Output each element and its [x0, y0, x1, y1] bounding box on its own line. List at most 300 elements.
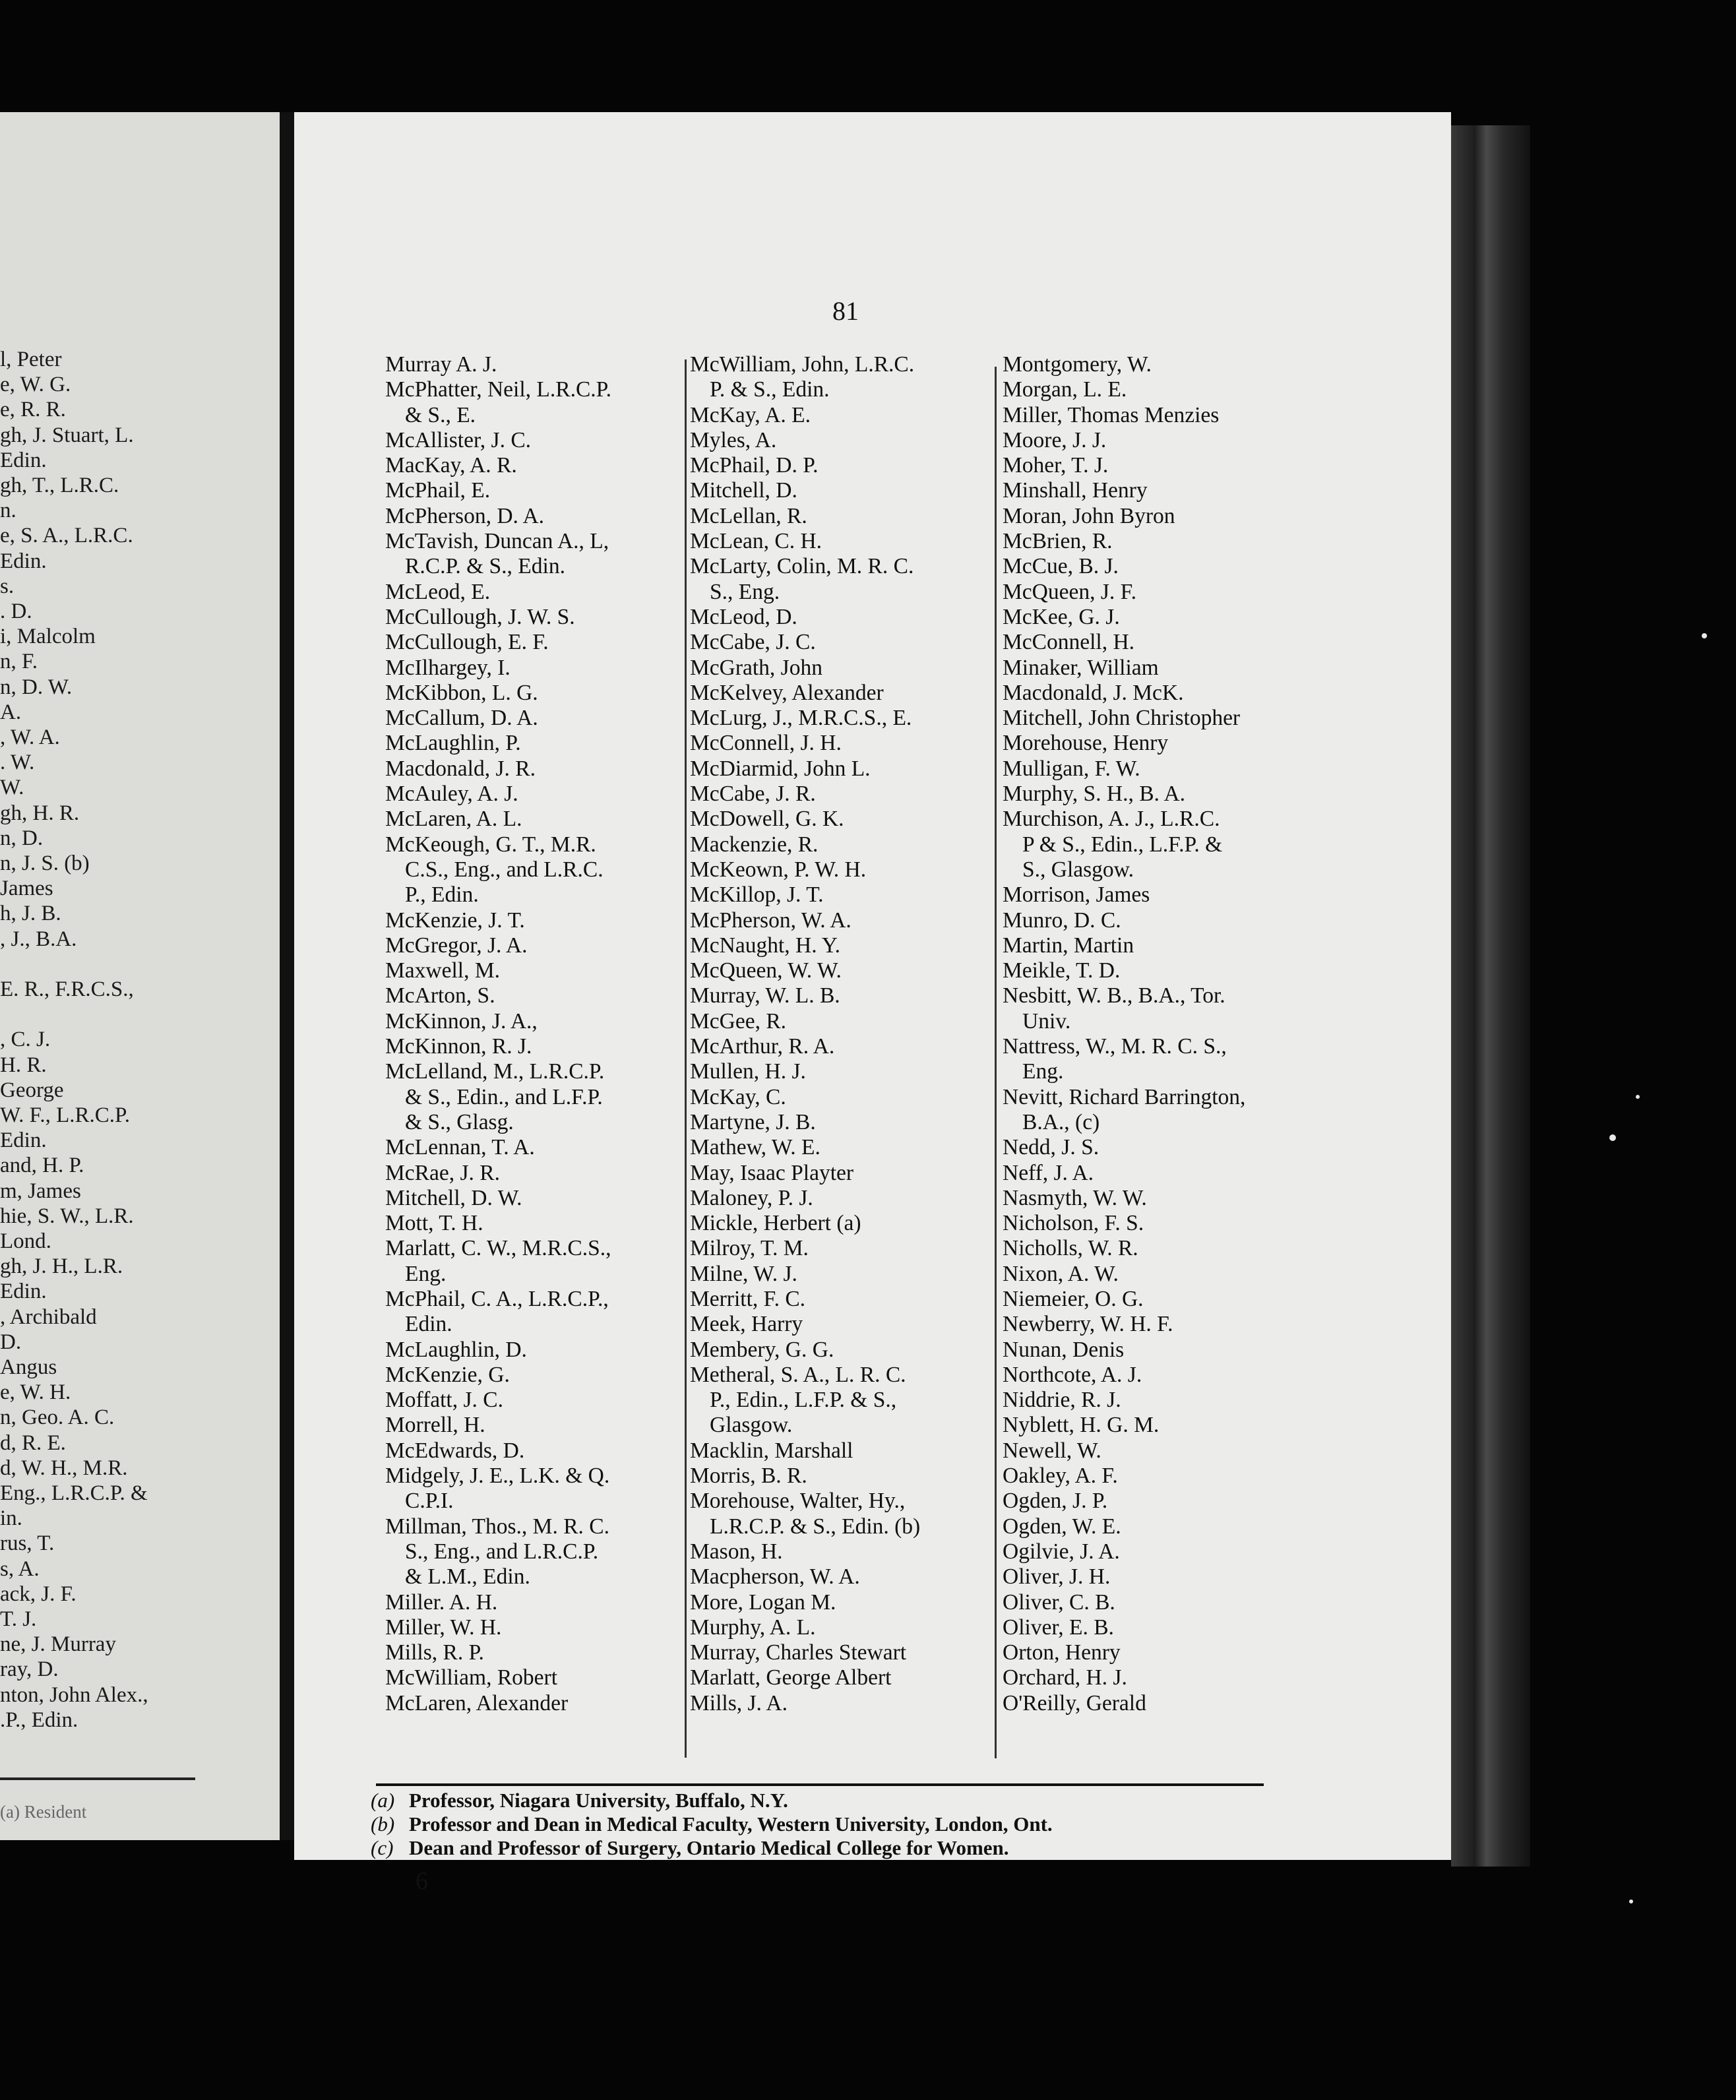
entry-name: Ogden, W. E. — [1003, 1514, 1121, 1539]
entry-name: McAllister, J. C. — [385, 427, 532, 452]
entry-name: Oliver, C. B. — [1003, 1590, 1115, 1615]
footnote-mark: (b) — [371, 1812, 395, 1836]
left-page-line: T. J. — [0, 1607, 37, 1631]
left-page-line: George — [0, 1078, 64, 1102]
footnote-text: Professor, Niagara University, Buffalo, N.Y. — [409, 1789, 788, 1812]
entry-name: Murray A. J. — [385, 352, 497, 377]
left-page-line: . D. — [0, 600, 32, 623]
name-entry — [385, 1236, 675, 1287]
name-entry — [1003, 681, 1293, 706]
name-entry — [690, 403, 993, 428]
name-entry — [1003, 1665, 1293, 1690]
name-entry — [1003, 377, 1293, 402]
name-entry — [1003, 428, 1293, 453]
entry-name: McGregor, J. A. — [385, 933, 528, 958]
left-page-line: rus, T. — [0, 1531, 55, 1556]
entry-name: Mills, J. A. — [690, 1690, 788, 1715]
entry-name: Marlatt, George Albert — [690, 1665, 892, 1690]
left-page-line: Lond. — [0, 1229, 51, 1253]
name-entry — [385, 478, 675, 503]
entry-continuation: S., Eng., and L.R.C.P. — [405, 1539, 599, 1564]
entry-name: McKenzie, G. — [385, 1362, 510, 1387]
name-entry — [385, 832, 675, 908]
entry-name: McLellan, R. — [690, 503, 807, 528]
entry-name: Murphy, S. H., B. A. — [1003, 782, 1186, 807]
name-entry — [690, 478, 993, 503]
entry-name: Morehouse, Henry — [1003, 731, 1169, 756]
entry-name: McArthur, R. A. — [690, 1034, 835, 1059]
entry-name: Nattress, W., M. R. C. S., — [1003, 1034, 1227, 1059]
entry-name: McLarty, Colin, M. R. C. — [690, 554, 914, 579]
entry-continuation: C.S., Eng., and L.R.C. — [405, 857, 604, 882]
left-page-line: , J., B.A. — [0, 927, 77, 951]
name-entry — [690, 757, 993, 782]
left-page-line: e, R. R. — [0, 398, 66, 422]
entry-continuation: P. & S., Edin. — [710, 377, 830, 402]
name-entry — [385, 656, 675, 681]
entry-name: Neff, J. A. — [1003, 1160, 1094, 1185]
name-entry — [385, 1338, 675, 1363]
entry-name: Orchard, H. J. — [1003, 1665, 1127, 1690]
entry-name: Morehouse, Walter, Hy., — [690, 1489, 906, 1514]
footnote-rule — [376, 1783, 1264, 1786]
name-entry — [385, 1034, 675, 1059]
entry-name: McNaught, H. Y. — [690, 933, 840, 958]
left-page-line: n, D. W. — [0, 675, 73, 699]
left-page-line: e, W. G. — [0, 373, 71, 397]
name-entry — [690, 554, 993, 605]
left-page-line: nton, John Alex., — [0, 1683, 148, 1707]
left-page-line: gh, J. H., L.R. — [0, 1254, 123, 1279]
entry-name: Marlatt, C. W., M.R.C.S., — [385, 1236, 611, 1261]
name-entry — [1003, 1135, 1293, 1160]
left-page-footnote-rule — [0, 1777, 195, 1780]
footnotes — [371, 1789, 1053, 1860]
entry-name: McKenzie, J. T. — [385, 908, 525, 933]
left-page-line: d, W. H., M.R. — [0, 1456, 128, 1480]
page-edges — [1451, 125, 1530, 1867]
entry-name: Murphy, A. L. — [690, 1615, 816, 1640]
entry-name: McEdwards, D. — [385, 1438, 525, 1463]
left-page-fragment — [0, 112, 280, 1840]
entry-name: McKeough, G. T., M.R. — [385, 832, 596, 857]
entry-name: McAuley, A. J. — [385, 782, 518, 807]
name-entry — [690, 1564, 993, 1590]
name-entry — [690, 1438, 993, 1464]
name-entry — [1003, 403, 1293, 428]
entry-name: Metheral, S. A., L. R. C. — [690, 1362, 906, 1387]
entry-name: McKee, G. J. — [1003, 604, 1120, 629]
name-entry — [1003, 529, 1293, 554]
name-entry — [385, 1059, 675, 1135]
left-page-line: s, A. — [0, 1557, 40, 1581]
name-entry — [690, 1615, 993, 1640]
footnote-b — [371, 1812, 1053, 1836]
entry-name: Nyblett, H. G. M. — [1003, 1413, 1160, 1438]
name-entry — [1003, 1363, 1293, 1388]
entry-name: McCue, B. J. — [1003, 554, 1119, 579]
entry-name: Mathew, W. E. — [690, 1135, 821, 1160]
entry-name: Mott, T. H. — [385, 1211, 483, 1236]
entry-continuation: & S., Glasg. — [405, 1109, 514, 1134]
name-entry — [1003, 1236, 1293, 1261]
left-page-line: James — [0, 877, 53, 901]
name-entry — [1003, 478, 1293, 503]
entry-name: Murchison, A. J., L.R.C. — [1003, 807, 1220, 832]
name-entry — [690, 832, 993, 857]
name-entry — [385, 529, 675, 580]
entry-name: Minshall, Henry — [1003, 478, 1148, 503]
name-entry — [1003, 1590, 1293, 1615]
entry-name: Moffatt, J. C. — [385, 1388, 503, 1413]
entry-name: McLeod, D. — [690, 604, 797, 629]
entry-name: Nunan, Denis — [1003, 1337, 1125, 1362]
entry-name: Murray, Charles Stewart — [690, 1640, 907, 1665]
entry-continuation: Eng. — [405, 1261, 447, 1286]
name-entry — [1003, 1438, 1293, 1464]
name-entry — [385, 1186, 675, 1211]
left-page-line: e, S. A., L.R.C. — [0, 524, 133, 548]
name-entry — [1003, 882, 1293, 908]
left-page-line: and, H. P. — [0, 1154, 84, 1178]
name-entry — [690, 933, 993, 958]
entry-name: Oliver, E. B. — [1003, 1615, 1114, 1640]
entry-name: McCullough, E. F. — [385, 630, 549, 655]
entry-name: Nesbitt, W. B., B.A., Tor. — [1003, 983, 1225, 1008]
dust-speck — [1609, 1134, 1616, 1141]
signature-mark: 6 — [416, 1867, 428, 1895]
name-entry — [690, 1110, 993, 1135]
left-page-line: , C. J. — [0, 1028, 51, 1052]
name-entry — [385, 681, 675, 706]
entry-name: McArton, S. — [385, 983, 495, 1008]
entry-name: Minaker, William — [1003, 655, 1159, 680]
name-entry — [690, 630, 993, 655]
entry-name: McGee, R. — [690, 1008, 787, 1034]
name-entry — [1003, 1413, 1293, 1438]
name-entry — [690, 706, 993, 731]
name-entry — [1003, 1640, 1293, 1665]
entry-name: McKelvey, Alexander — [690, 680, 884, 705]
entry-name: Oakley, A. F. — [1003, 1464, 1118, 1489]
entry-name: McCabe, J. C. — [690, 630, 816, 655]
entry-name: Moore, J. J. — [1003, 427, 1107, 452]
left-page-line: W. — [0, 776, 24, 800]
entry-name: Morgan, L. E. — [1003, 377, 1127, 402]
name-entry — [1003, 1564, 1293, 1590]
left-page-line: ack, J. F. — [0, 1582, 77, 1606]
entry-name: McGrath, John — [690, 655, 822, 680]
name-entry — [385, 504, 675, 529]
entry-name: Newberry, W. H. F. — [1003, 1312, 1173, 1337]
entry-name: McQueen, J. F. — [1003, 579, 1136, 604]
name-entry — [690, 656, 993, 681]
entry-name: McLaughlin, P. — [385, 731, 521, 756]
entry-name: Munro, D. C. — [1003, 908, 1121, 933]
name-entry — [1003, 1338, 1293, 1363]
entry-name: Montgomery, W. — [1003, 352, 1152, 377]
entry-name: Maloney, P. J. — [690, 1185, 813, 1210]
name-entry — [1003, 1464, 1293, 1489]
name-entry — [385, 782, 675, 807]
name-entry — [385, 983, 675, 1008]
entry-continuation: R.C.P. & S., Edin. — [405, 554, 565, 579]
name-entry — [690, 731, 993, 756]
entry-name: McIlhargey, I. — [385, 655, 511, 680]
entry-name: Mills, R. P. — [385, 1640, 484, 1665]
entry-name: McKay, C. — [690, 1084, 786, 1109]
left-page-line: ray, D. — [0, 1657, 59, 1682]
entry-continuation: C.P.I. — [405, 1489, 454, 1514]
name-entry — [690, 1338, 993, 1363]
entry-name: Moher, T. J. — [1003, 453, 1109, 478]
entry-name: McKinnon, J. A., — [385, 1008, 538, 1034]
left-page-line: h, J. B. — [0, 902, 61, 926]
name-entry — [1003, 757, 1293, 782]
left-page-line: gh, T., L.R.C. — [0, 474, 119, 497]
left-page-line: n, F. — [0, 650, 38, 674]
name-entry — [690, 1363, 993, 1438]
name-entry — [690, 1691, 993, 1716]
entry-name: Northcote, A. J. — [1003, 1362, 1142, 1387]
entry-name: McKibbon, L. G. — [385, 680, 538, 705]
entry-continuation: P & S., Edin., L.F.P. & — [1022, 832, 1223, 857]
name-entry — [690, 605, 993, 630]
left-page-line: d, R. E. — [0, 1431, 66, 1455]
entry-name: McLelland, M., L.R.C.P. — [385, 1059, 605, 1084]
name-entry — [1003, 1691, 1293, 1716]
left-page-line: Edin. — [0, 1128, 47, 1153]
left-page-line: ne, J. Murray — [0, 1632, 116, 1657]
left-page-line: , W. A. — [0, 726, 60, 749]
left-page-line: , Archibald — [0, 1305, 97, 1329]
dust-speck — [1702, 633, 1707, 638]
name-entry — [1003, 706, 1293, 731]
entry-name: Meikle, T. D. — [1003, 958, 1121, 983]
left-page-line: Eng., L.R.C.P. & — [0, 1481, 148, 1505]
name-entry — [1003, 807, 1293, 882]
name-entry — [385, 1413, 675, 1438]
name-entry — [1003, 1262, 1293, 1287]
name-entry — [1003, 1388, 1293, 1413]
entry-name: McLaren, Alexander — [385, 1690, 569, 1715]
name-entry — [385, 933, 675, 958]
entry-name: McCallum, D. A. — [385, 706, 538, 731]
entry-name: Mitchell, D. — [690, 478, 797, 503]
entry-name: Miller, Thomas Menzies — [1003, 402, 1220, 427]
name-entry — [385, 1135, 675, 1160]
entry-continuation: Edin. — [405, 1312, 452, 1337]
name-entry — [385, 605, 675, 630]
entry-name: Millman, Thos., M. R. C. — [385, 1514, 610, 1539]
entry-name: Orton, Henry — [1003, 1640, 1121, 1665]
name-entry — [690, 504, 993, 529]
entry-name: McWilliam, John, L.R.C. — [690, 352, 915, 377]
left-page-line: n. — [0, 499, 16, 523]
name-entry — [1003, 1539, 1293, 1564]
entry-name: McDiarmid, John L. — [690, 756, 871, 781]
name-entry — [385, 958, 675, 983]
page-number: 81 — [832, 296, 859, 326]
entry-name: McPhail, C. A., L.R.C.P., — [385, 1286, 609, 1311]
entry-name: Macdonald, J. R. — [385, 756, 536, 781]
name-entry — [385, 1691, 675, 1716]
entry-name: Milne, W. J. — [690, 1261, 797, 1286]
name-entry — [385, 1640, 675, 1665]
footnote-text: Dean and Professor of Surgery, Ontario Medical College for Women. — [409, 1836, 1009, 1859]
name-entry — [690, 1640, 993, 1665]
entry-continuation: Glasgow. — [710, 1413, 793, 1438]
name-entry — [385, 731, 675, 756]
name-entry — [385, 706, 675, 731]
name-entry — [385, 377, 675, 428]
name-entry — [385, 1211, 675, 1236]
entry-name: Oliver, J. H. — [1003, 1564, 1111, 1590]
name-entry — [385, 1615, 675, 1640]
name-entry — [690, 428, 993, 453]
left-page-line: in. — [0, 1506, 22, 1531]
dust-speck — [1636, 1095, 1640, 1099]
entry-name: McPherson, D. A. — [385, 503, 545, 528]
name-entry — [1003, 1514, 1293, 1539]
left-page-line: gh, H. R. — [0, 801, 80, 825]
entry-name: Newell, W. — [1003, 1438, 1101, 1463]
entry-name: McKinnon, R. J. — [385, 1034, 532, 1059]
column-divider-1 — [685, 359, 687, 1758]
entry-continuation: Univ. — [1022, 1008, 1071, 1034]
name-entry — [690, 807, 993, 832]
name-entry — [690, 1287, 993, 1312]
entry-continuation: S., Glasgow. — [1022, 857, 1134, 882]
name-entry — [690, 1539, 993, 1564]
footnote-mark: (a) — [371, 1789, 395, 1812]
entry-name: Macpherson, W. A. — [690, 1564, 860, 1590]
entry-name: Murray, W. L. B. — [690, 983, 840, 1008]
name-entry — [1003, 782, 1293, 807]
entry-name: Miller. A. H. — [385, 1590, 498, 1615]
name-entry — [690, 958, 993, 983]
name-entry — [1003, 1085, 1293, 1136]
entry-name: Niemeier, O. G. — [1003, 1286, 1144, 1311]
entry-continuation: & S., Edin., and L.F.P. — [405, 1084, 603, 1109]
left-page-line: D. — [0, 1330, 22, 1354]
entry-name: Myles, A. — [690, 427, 777, 452]
left-page-line: .P., Edin. — [0, 1708, 78, 1732]
dust-speck — [1629, 1899, 1633, 1903]
entry-continuation: & L.M., Edin. — [405, 1564, 530, 1590]
name-entry — [385, 352, 675, 377]
left-page-line: W. F., L.R.C.P. — [0, 1103, 130, 1127]
entry-name: Mackenzie, R. — [690, 832, 819, 857]
entry-name: Membery, G. G. — [690, 1337, 834, 1362]
name-entry — [690, 1161, 993, 1186]
entry-name: Macklin, Marshall — [690, 1438, 853, 1463]
entry-name: McKay, A. E. — [690, 402, 811, 427]
name-entry — [690, 1085, 993, 1110]
left-page-line: gh, J. Stuart, L. — [0, 423, 134, 447]
entry-name: McLaren, A. L. — [385, 807, 522, 832]
name-entry — [690, 1489, 993, 1539]
entry-name: MacKay, A. R. — [385, 453, 517, 478]
footnote-a — [371, 1789, 1053, 1812]
entry-name: McLean, C. H. — [690, 529, 822, 554]
entry-name: McLeod, E. — [385, 579, 491, 604]
name-entry — [690, 1464, 993, 1489]
entry-continuation: B.A., (c) — [1022, 1109, 1100, 1134]
entry-name: Moran, John Byron — [1003, 503, 1175, 528]
entry-name: McKeown, P. W. H. — [690, 857, 867, 882]
entry-continuation: L.R.C.P. & S., Edin. (b) — [710, 1514, 921, 1539]
name-entry — [1003, 1312, 1293, 1337]
entry-name: McRae, J. R. — [385, 1160, 500, 1185]
name-entry — [690, 1590, 993, 1615]
name-entry — [690, 1236, 993, 1261]
name-entry — [1003, 958, 1293, 983]
entry-name: Macdonald, J. McK. — [1003, 680, 1184, 705]
name-entry — [690, 1009, 993, 1034]
entry-name: McCullough, J. W. S. — [385, 604, 575, 629]
entry-continuation: & S., E. — [405, 402, 476, 427]
entry-name: McLurg, J., M.R.C.S., E. — [690, 706, 912, 731]
name-entry — [690, 1135, 993, 1160]
left-page-line: e, W. H. — [0, 1380, 71, 1405]
entry-name: Milroy, T. M. — [690, 1236, 809, 1261]
name-entry — [690, 908, 993, 933]
name-entry — [690, 1186, 993, 1211]
name-entry — [385, 1287, 675, 1338]
footnote-c — [371, 1836, 1053, 1860]
name-entry — [1003, 352, 1293, 377]
entry-name: McWilliam, Robert — [385, 1665, 558, 1690]
name-entry — [1003, 656, 1293, 681]
book-gutter — [280, 112, 294, 1840]
entry-name: Nicholls, W. R. — [1003, 1236, 1138, 1261]
name-entry — [690, 1312, 993, 1337]
entry-name: More, Logan M. — [690, 1590, 836, 1615]
entry-name: Mitchell, D. W. — [385, 1185, 522, 1210]
entry-name: Morris, B. R. — [690, 1464, 807, 1489]
entry-name: Martyne, J. B. — [690, 1109, 816, 1134]
name-entry — [1003, 453, 1293, 478]
name-entry — [385, 1009, 675, 1034]
name-entry — [385, 757, 675, 782]
left-page-line: n, Geo. A. C. — [0, 1405, 115, 1430]
entry-name: Mickle, Herbert (a) — [690, 1211, 861, 1236]
left-page-line: Edin. — [0, 1280, 47, 1304]
left-page-line: E. R., F.R.C.S., — [0, 977, 134, 1001]
entry-name: Ogden, J. P. — [1003, 1489, 1108, 1514]
name-entry — [1003, 1186, 1293, 1211]
name-entry — [1003, 731, 1293, 756]
name-entry — [1003, 908, 1293, 933]
name-entry — [385, 908, 675, 933]
name-entry — [690, 782, 993, 807]
entry-name: Midgely, J. E., L.K. & Q. — [385, 1464, 610, 1489]
left-page-footnote-fragment: (a) Resident — [0, 1802, 87, 1822]
entry-name: McBrien, R. — [1003, 529, 1113, 554]
entry-name: Martin, Martin — [1003, 933, 1134, 958]
entry-name: McTavish, Duncan A., L, — [385, 529, 609, 554]
entry-continuation: P., Edin., L.F.P. & S., — [710, 1388, 897, 1413]
entry-continuation: Eng. — [1022, 1059, 1064, 1084]
name-entry — [385, 1161, 675, 1186]
entry-name: McConnell, H. — [1003, 630, 1135, 655]
entry-name: McQueen, W. W. — [690, 958, 842, 983]
name-entry — [1003, 1034, 1293, 1085]
entry-name: McPhail, E. — [385, 478, 491, 503]
name-entry — [1003, 554, 1293, 579]
footnote-text: Professor and Dean in Medical Faculty, Western University, London, Ont. — [409, 1812, 1053, 1836]
